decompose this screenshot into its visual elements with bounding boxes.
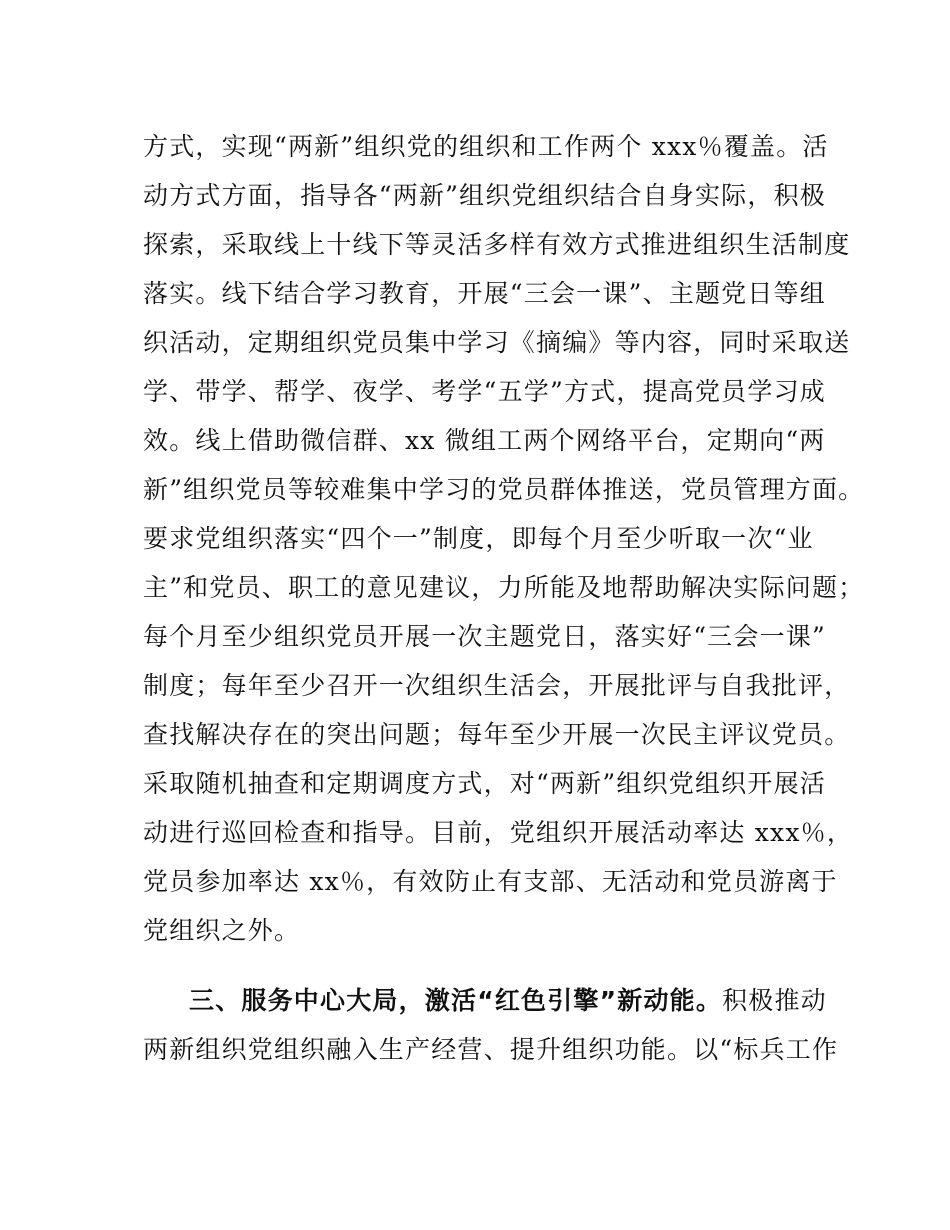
paragraph-line: 探索，采取线上十线下等灵活多样有效方式推进组织生活制度 — [143, 230, 851, 259]
paragraph-line: 方式，实现“两新”组织党的组织和工作两个 xxx％覆盖。活 — [143, 132, 829, 161]
paragraph-line: 两新组织党组织融入生产经营、提升组织功能。以“标兵工作 — [143, 1035, 839, 1064]
paragraph-line: 要求党组织落实“四个一”制度，即每个月至少听取一次“业 — [143, 524, 814, 553]
paragraph-line: 制度；每年至少召开一次组织生活会，开展批评与自我批评， — [143, 671, 851, 700]
paragraph-line: 党组织之外。 — [143, 916, 301, 945]
paragraph-line: 动方式方面，指导各“两新”组织党组织结合自身实际，积极 — [143, 181, 826, 210]
paragraph-line: 每个月至少组织党员开展一次主题党日，落实好“三会一课” — [143, 622, 826, 651]
paragraph-line: 采取随机抽查和定期调度方式，对“两新”组织党组织开展活 — [143, 769, 826, 798]
paragraph-line: 动进行巡回检查和指导。目前，党组织开展活动率达 xxx％， — [143, 818, 854, 847]
body-text — [143, 122, 865, 1074]
paragraph-line: 新”组织党员等较难集中学习的党员群体推送，党员管理方面。 — [143, 475, 865, 504]
paragraph-line: 织活动，定期组织党员集中学习《摘编》等内容，同时采取送 — [143, 328, 851, 357]
paragraph-line: 学、带学、帮学、夜学、考学“五学”方式，提高党员学习成 — [143, 377, 826, 406]
paragraph-line: 查找解决存在的突出问题；每年至少开展一次民主评议党员。 — [143, 720, 851, 749]
paragraph-line: 落实。线下结合学习教育，开展“三会一课”、主题党日等组 — [143, 279, 826, 308]
paragraph-line: 效。线上借助微信群、xx 微组工两个网络平台，定期向“两 — [143, 426, 826, 455]
paragraph-spacer — [143, 955, 823, 976]
paragraph-line: 党员参加率达 xx％，有效防止有支部、无活动和党员游离于 — [143, 867, 838, 896]
section-heading: 三、服务中心大局，激活“红色引擎”新动能。 — [189, 986, 723, 1015]
section-body-start: 积极推动 — [722, 986, 827, 1015]
section-heading-line — [143, 976, 827, 1025]
paragraph-line: 主”和党员、职工的意见建议，力所能及地帮助解决实际问题； — [143, 573, 865, 602]
